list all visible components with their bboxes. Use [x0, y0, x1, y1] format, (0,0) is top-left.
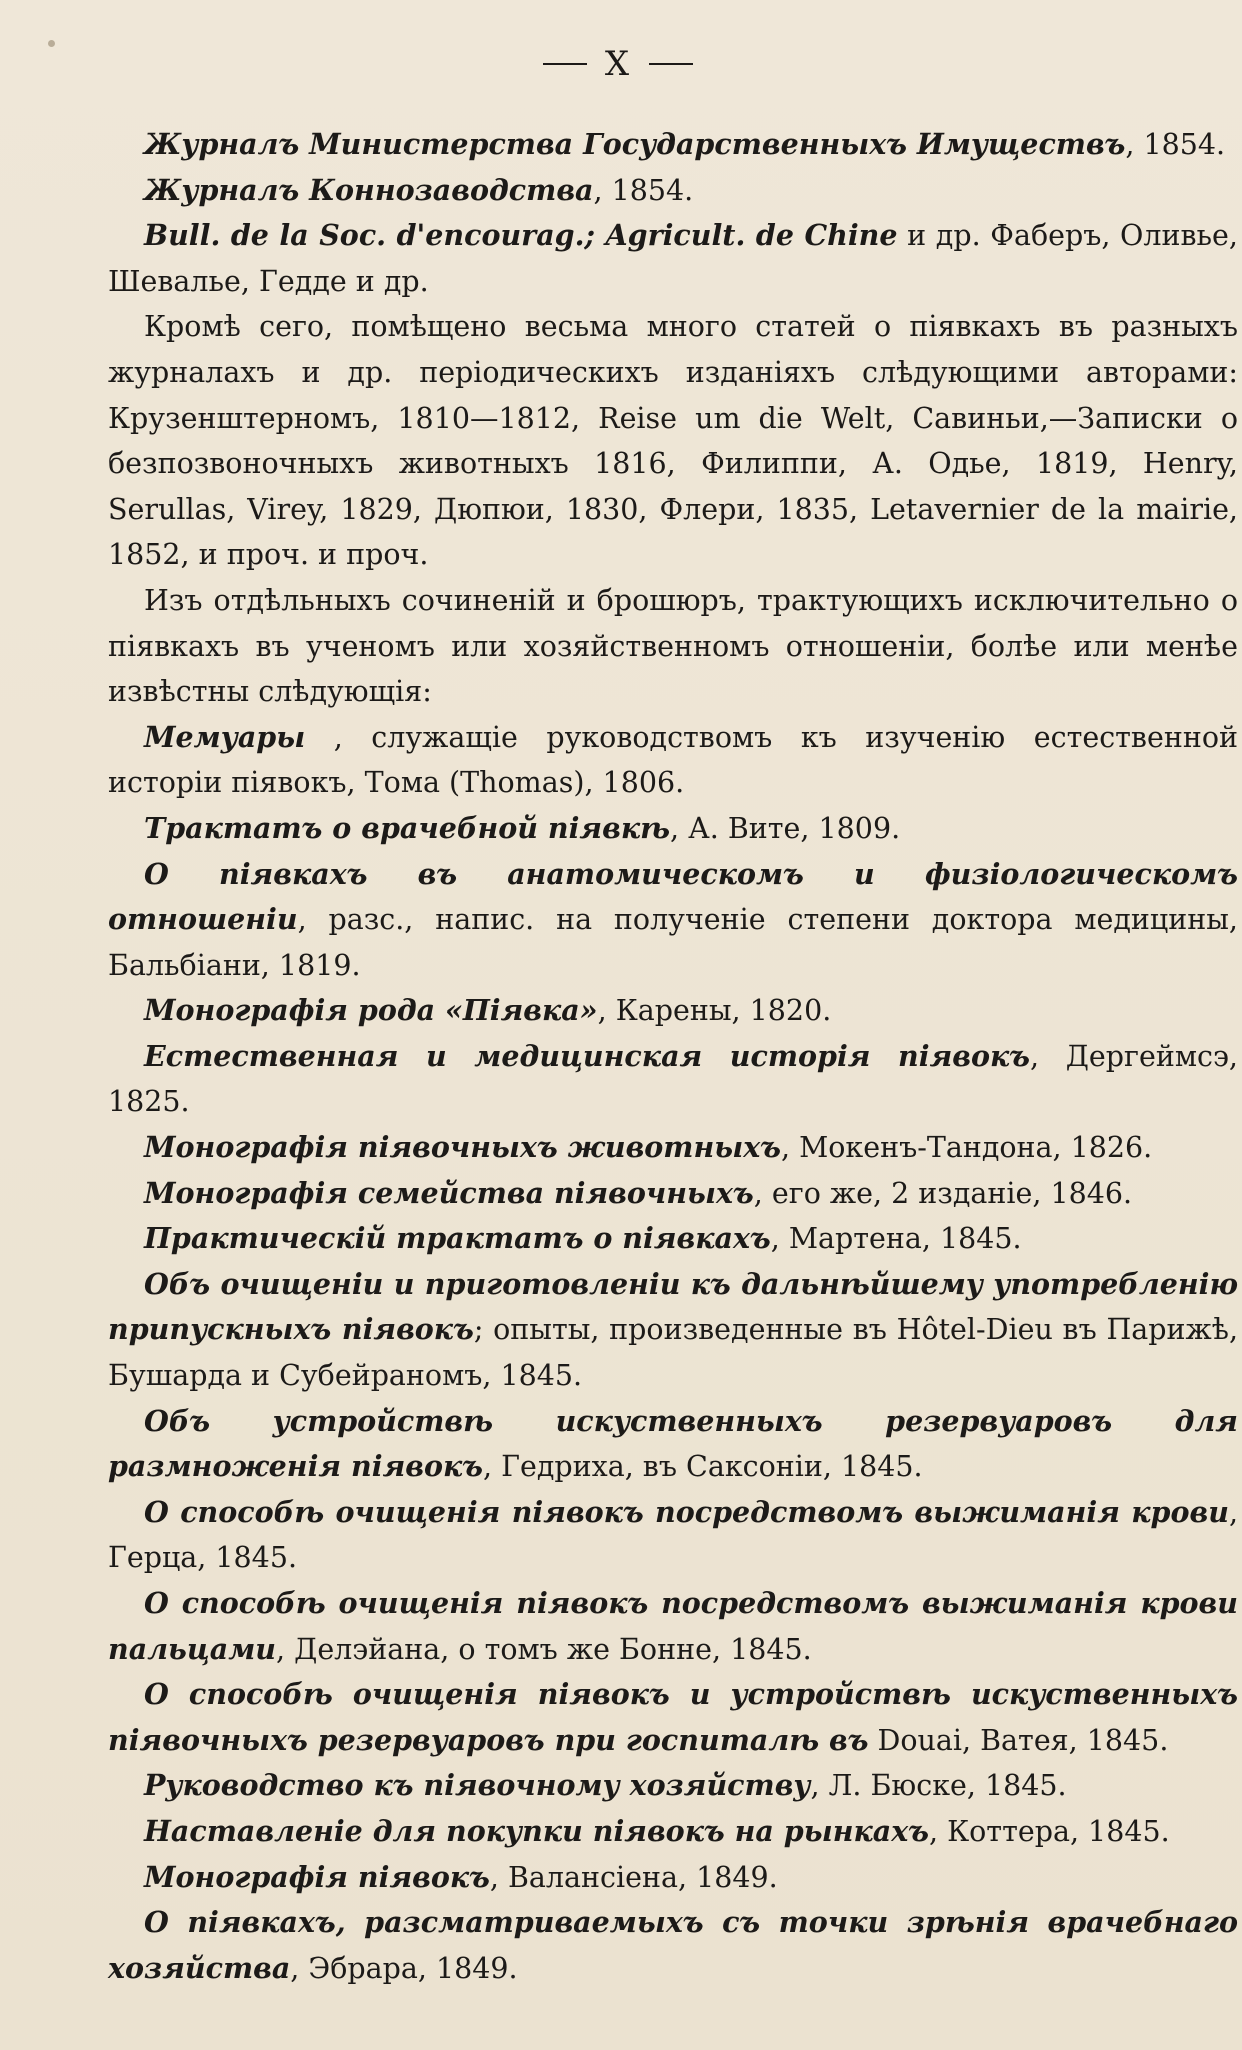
- paper-spot: [48, 40, 55, 47]
- paragraph: Монографія семейства піявочныхъ, его же, 2 изданіе, 1846.: [144, 1175, 1133, 1210]
- paragraph: Монографія рода «Піявка», Карены, 1820.: [144, 993, 832, 1028]
- paragraph: О способѣ очищенія піявокъ посредствомъ выжиманія крови пальцами, Делэйана, о томъ же Бонне, 1845.: [108, 1586, 1238, 1666]
- paragraph: О піявкахъ въ анатомическомъ и физіологическомъ отношеніи, разс., напис. на полученіе степени доктора медицины, Бальбіани, 1819.: [108, 856, 1238, 982]
- paragraph: Bull. de la Soc. d'encourag.; Agricult. de Chine и др. Фаберъ, Оливье, Шевалье, Гедде и др.: [108, 218, 1238, 298]
- paragraph: Трактатъ о врачебной піявкѣ, А. Вите, 1809.: [144, 810, 901, 845]
- paragraph: О способѣ очищенія піявокъ и устройствѣ искуственныхъ піявочныхъ резервуаровъ при госпиталѣ въ Douai, Ватея, 1845.: [108, 1677, 1238, 1757]
- body-text: [108, 122, 1238, 1991]
- paragraph: Наставленіе для покупки піявокъ на рынкахъ, Коттера, 1845.: [144, 1813, 1170, 1848]
- paragraph: Руководство къ піявочному хозяйству, Л. Бюске, 1845.: [144, 1768, 1067, 1803]
- paragraph: Объ очищеніи и приготовленіи къ дальнѣйшему употребленію припускныхъ піявокъ; опыты, произведенные въ Hôtel-Dieu въ Парижѣ, Бушарда и Субейраномъ, 1845.: [108, 1266, 1238, 1393]
- header-dash-right: [649, 63, 693, 65]
- header-dash-left: [543, 63, 587, 65]
- paragraph: О способѣ очищенія піявокъ посредствомъ выжиманія крови, Герца, 1845.: [108, 1494, 1238, 1575]
- paragraph: Объ устройствѣ искуственныхъ резервуаровъ для размноженія піявокъ, Гедриха, въ Саксоніи, 1845.: [108, 1403, 1238, 1484]
- paragraph: Мемуары , служащіе руководствомъ къ изученію естественной исторіи піявокъ, Тома (Thomas), 1806.: [108, 719, 1238, 800]
- paragraph: Монографія піявокъ, Валансіена, 1849.: [144, 1859, 778, 1894]
- paragraph: Естественная и медицинская исторія піявокъ, Дергеймсэ, 1825.: [108, 1038, 1238, 1119]
- page-header: [108, 44, 1128, 84]
- paragraph: Кромѣ сего, помѣщено весьма много статей о піявкахъ въ разныхъ журналахъ и др. періодическихъ изданіяхъ слѣдующими авторами: Крузенштерномъ, 1810—1812, Reise um die Welt, Савиньи,—Записки о безпозвоночныхъ животныхъ 1816, Филиппи, А. Одье, 1819, Henry, Serullas, Virey, 1829, Дюпюи, 1830, Флери, 1835, Letavernier de la mairie, 1852, и проч. и проч.: [108, 310, 1238, 572]
- page-number: X: [604, 44, 632, 84]
- paragraph: Журналъ Коннозаводства, 1854.: [144, 172, 694, 207]
- paragraph: Монографія піявочныхъ животныхъ, Мокенъ-Тандона, 1826.: [144, 1130, 1153, 1165]
- paragraph: Изъ отдѣльныхъ сочиненій и брошюръ, трактующихъ исключительно о піявкахъ въ ученомъ или хозяйственномъ отношеніи, болѣе или менѣе извѣстны слѣдующія:: [108, 583, 1238, 709]
- paragraph: Журналъ Министерства Государственныхъ Имуществъ, 1854.: [144, 127, 1226, 161]
- paragraph: Практическій трактатъ о піявкахъ, Мартена, 1845.: [144, 1221, 1022, 1256]
- paragraph: О піявкахъ, разсматриваемыхъ съ точки зрѣнія врачебнаго хозяйства, Эбрара, 1849.: [108, 1905, 1238, 1985]
